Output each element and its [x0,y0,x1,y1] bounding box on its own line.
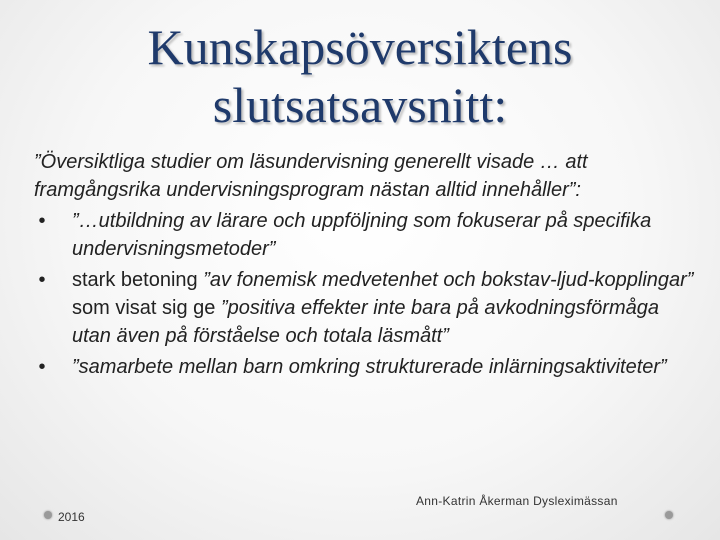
bullet-2-text-part-2: ”av fonemisk medvetenhet och bokstav-ljud-kopplingar” [203,269,694,291]
bullet-item-1 [34,207,694,263]
slide-title-line-1: Kunskapsöversiktens [147,19,573,75]
footer-left-dot [44,511,52,519]
footer-year: 2016 [58,510,85,524]
bullet-1-text: ”…utbildning av lärare och uppföljning som fokuserar på specifika undervisningsmetoder” [72,210,652,260]
bullet-list [34,207,694,381]
bullet-2-text-part-3: som visat sig ge [72,297,221,319]
slide-title [40,18,680,134]
bullet-3-text: ”samarbete mellan barn omkring strukturerade inlärningsaktiviteter” [72,356,667,378]
bullet-2-text-part-4: ”positiva effekter inte bara på avkodningsförmåga utan även på förståelse och totala läsmått” [72,297,659,347]
footer-right-dot [665,511,673,519]
bullet-marker: • [38,356,46,378]
slide-body [34,148,694,381]
bullet-marker: • [38,210,46,232]
bullet-item-3 [34,353,694,381]
bullet-marker: • [38,269,46,291]
footer-author: Ann-Katrin Åkerman Dysleximässan [416,494,618,508]
slide-title-line-2: slutsatsavsnitt: [212,77,508,133]
bullet-2-text-part-1: stark betoning [72,269,204,291]
intro-paragraph: ”Översiktliga studier om läsundervisning generellt visade … att framgångsrika undervisningsprogram nästan alltid innehåller”: [34,151,588,201]
bullet-item-2 [34,266,694,350]
